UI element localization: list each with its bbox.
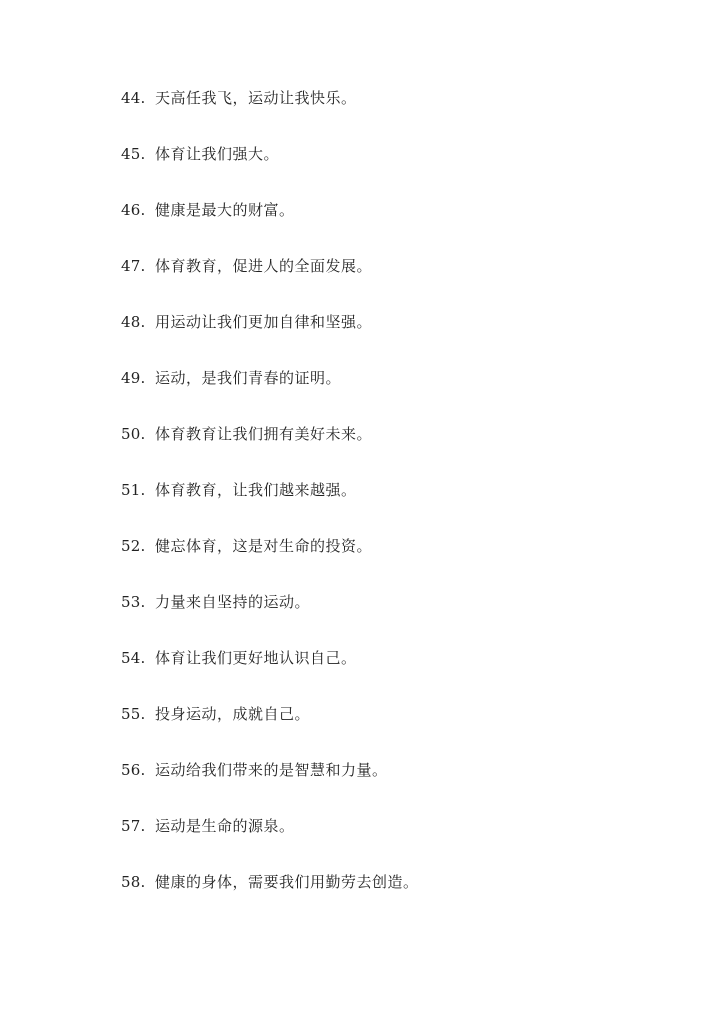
- list-item: [121, 254, 419, 310]
- list-item: [121, 702, 419, 758]
- list-item: [121, 86, 419, 142]
- list-item: [121, 478, 419, 534]
- item-number: 53.: [121, 593, 146, 611]
- item-text: 体育教育，让我们越来越强。: [155, 481, 357, 499]
- item-number: 56.: [121, 761, 146, 779]
- item-number: 48.: [121, 313, 146, 331]
- list-item: [121, 590, 419, 646]
- item-text: 体育教育让我们拥有美好未来。: [155, 425, 373, 443]
- list-item: [121, 142, 419, 198]
- item-text: 运动，是我们青春的证明。: [155, 369, 342, 387]
- item-text: 体育教育，促进人的全面发展。: [155, 257, 373, 275]
- item-number: 58.: [121, 873, 146, 891]
- list-item: [121, 814, 419, 870]
- list-item: [121, 870, 419, 926]
- item-number: 57.: [121, 817, 146, 835]
- item-text: 运动是生命的源泉。: [155, 817, 295, 835]
- list-item: [121, 310, 419, 366]
- item-number: 45.: [121, 145, 146, 163]
- item-text: 用运动让我们更加自律和坚强。: [155, 313, 373, 331]
- item-text: 力量来自坚持的运动。: [155, 593, 311, 611]
- item-text: 运动给我们带来的是智慧和力量。: [155, 761, 388, 779]
- item-text: 天高任我飞，运动让我快乐。: [155, 89, 357, 107]
- list-item: [121, 646, 419, 702]
- item-number: 55.: [121, 705, 146, 723]
- item-text: 体育让我们强大。: [155, 145, 280, 163]
- list-item: [121, 366, 419, 422]
- item-number: 46.: [121, 201, 146, 219]
- item-number: 47.: [121, 257, 146, 275]
- item-number: 51.: [121, 481, 146, 499]
- item-text: 健康是最大的财富。: [155, 201, 295, 219]
- item-text: 健康的身体，需要我们用勤劳去创造。: [155, 873, 419, 891]
- item-number: 44.: [121, 89, 146, 107]
- list-item: [121, 198, 419, 254]
- item-text: 健忘体育，这是对生命的投资。: [155, 537, 373, 555]
- list-item: [121, 422, 419, 478]
- list-item: [121, 534, 419, 590]
- item-text: 投身运动，成就自己。: [155, 705, 311, 723]
- item-number: 54.: [121, 649, 146, 667]
- slogan-list: [121, 86, 419, 926]
- list-item: [121, 758, 419, 814]
- item-number: 49.: [121, 369, 146, 387]
- item-text: 体育让我们更好地认识自己。: [155, 649, 357, 667]
- item-number: 50.: [121, 425, 146, 443]
- item-number: 52.: [121, 537, 146, 555]
